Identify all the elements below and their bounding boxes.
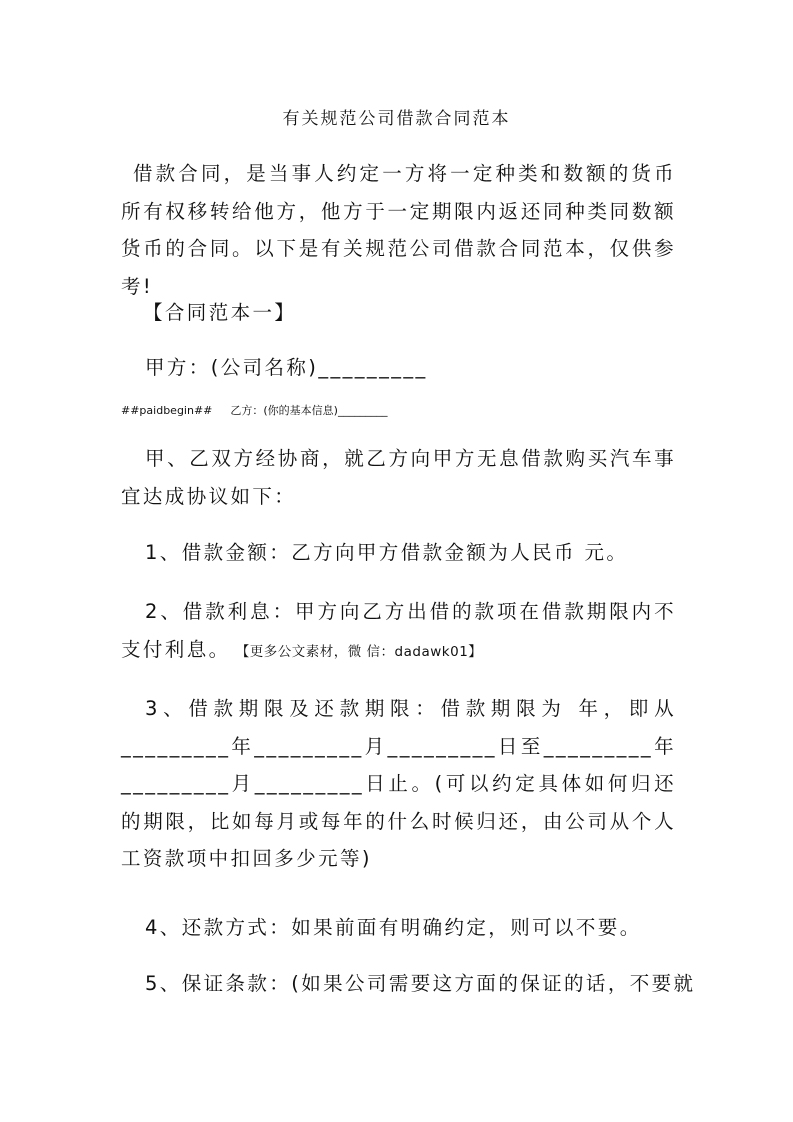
- item-5: 5、保证条款：(如果公司需要这方面的保证的话，不要就: [145, 972, 696, 995]
- party-a-line: 甲方：(公司名称)_________: [145, 356, 428, 379]
- paid-marker: ##paidbegin##: [121, 404, 213, 417]
- item-2-text: 2、借款利息：甲方向乙方出借的款项在借款期限内不支付利息。: [121, 600, 676, 661]
- item-3: 3、借款期限及还款期限：借款期限为 年，即从 _________年_________月_________日至_________年_________月_________日止。(可以约定具体如何归还的期限，比如每月或每年的什么时候归还，由公司从个人工资款项中扣回多少元等): [121, 697, 676, 870]
- agreement-paragraph: 甲、乙双方经协商，就乙方向甲方无息借款购买汽车事宜达成协议如下：: [121, 447, 676, 508]
- item-4: 4、还款方式：如果前面有明确约定，则可以不要。: [145, 916, 642, 939]
- section-heading: 【合同范本一】: [143, 301, 297, 324]
- party-b-line: 乙方：(你的基本信息)_________: [230, 404, 388, 417]
- document-title: 有关规范公司借款合同范本: [282, 109, 511, 129]
- item-2-note: 【更多公文素材，微 信：dadawk01】: [242, 643, 483, 660]
- party-b-row: [121, 402, 387, 418]
- intro-paragraph: 借款合同，是当事人约定一方将一定种类和数额的货币所有权移转给他方，他方于一定期限内返还同种类同数额货币的合同。以下是有关规范公司借款合同范本，仅供参考!: [121, 162, 676, 298]
- item-2: [121, 593, 676, 671]
- item-1: 1、借款金额：乙方向甲方借款金额为人民币 元。: [145, 541, 629, 564]
